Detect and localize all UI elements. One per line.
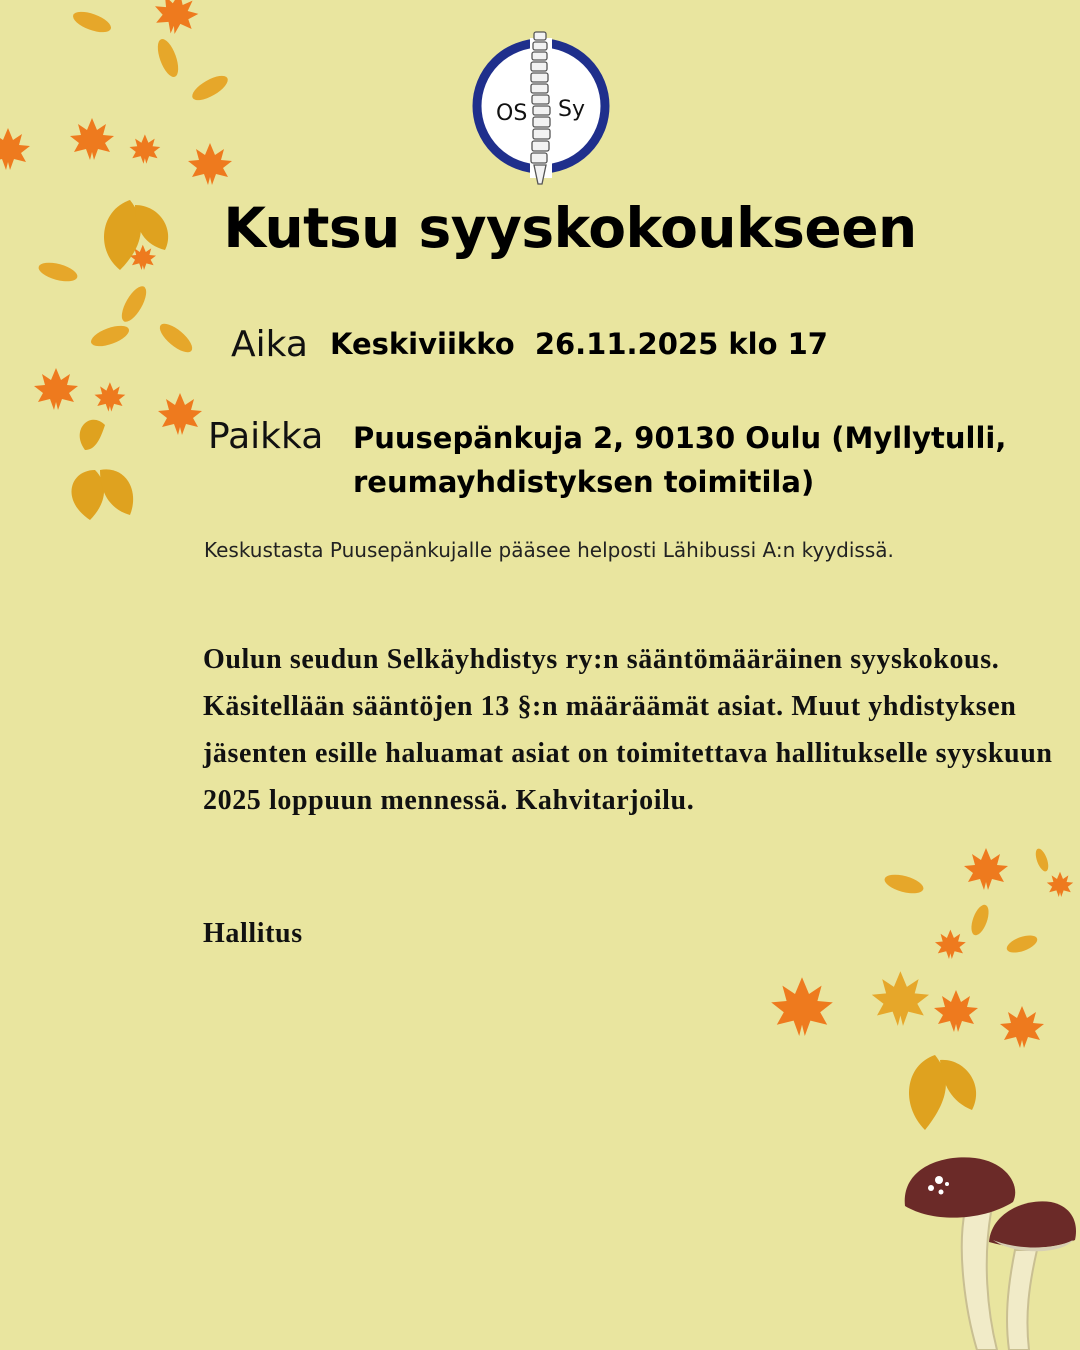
logo-left-letters: OS	[496, 101, 528, 126]
logo-right-letters: Sy	[558, 97, 585, 122]
place-value: Puusepänkuja 2, 90130 Oulu (Myllytulli, reumayhdistyksen toimitila)	[353, 421, 1007, 499]
spine-icon	[531, 32, 550, 184]
autumn-leaves-decoration-bottom	[760, 840, 1080, 1150]
ossy-logo	[470, 28, 612, 188]
transport-note: Keskustasta Puusepänkujalle pääsee helposti Lähibussi A:n kyydissä.	[204, 538, 894, 562]
time-label: Aika	[231, 324, 308, 365]
meeting-description: Oulun seudun Selkäyhdistys ry:n sääntömääräinen syyskokous. Käsitellään sääntöjen 13 §:n määräämät asiat. Muut yhdistyksen jäsenten esille haluamat asiat on toimitettava hallitukselle syyskuun 2025 loppuun mennessä. Kahvitarjoilu.	[203, 644, 1053, 816]
autumn-leaves-decoration-top	[0, 0, 280, 540]
mushrooms-decoration	[895, 1150, 1080, 1350]
place-label: Paikka	[208, 416, 324, 457]
page-title: Kutsu syyskokoukseen	[223, 196, 917, 260]
signature: Hallitus	[203, 918, 303, 949]
time-value: Keskiviikko 26.11.2025 klo 17	[330, 327, 828, 361]
